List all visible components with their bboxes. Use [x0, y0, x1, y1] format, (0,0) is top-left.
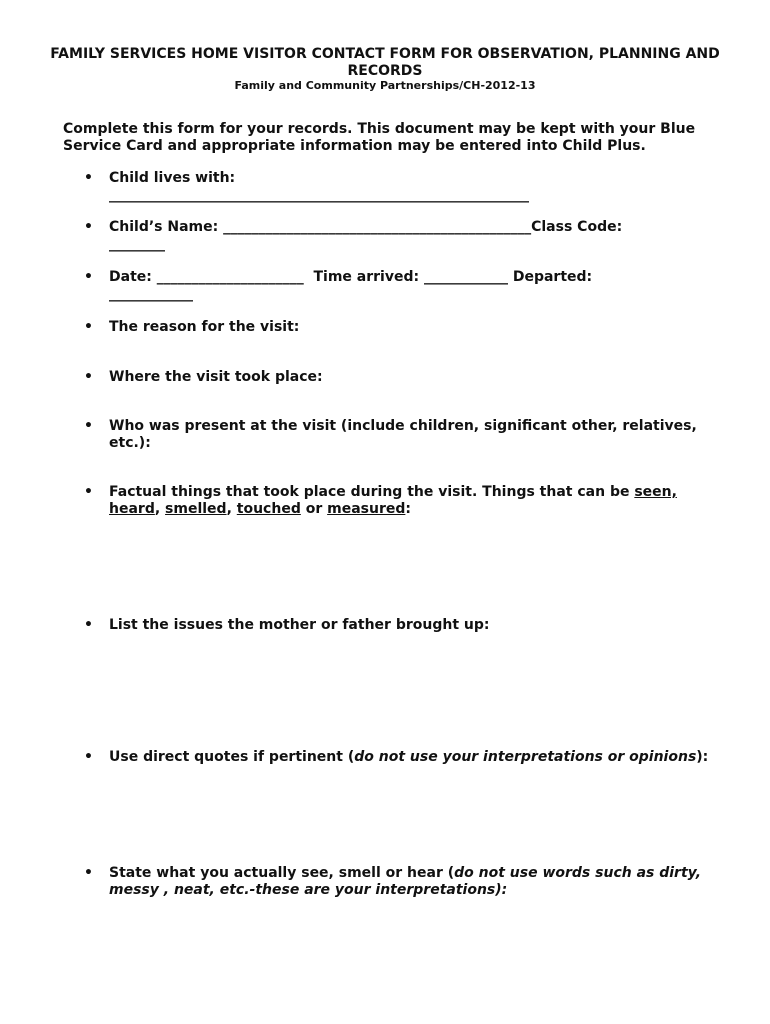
list-item-date — [84, 269, 704, 303]
quotes-end: ): — [696, 749, 709, 765]
list-item-lives-with — [84, 170, 704, 204]
form-title: FAMILY SERVICES HOME VISITOR CONTACT FORM FOR OBSERVATION, PLANNING AND RECORDS — [50, 46, 720, 79]
separator: or — [300, 501, 328, 517]
list-item-reason — [84, 319, 704, 336]
bullet-icon: • — [84, 170, 93, 186]
reason-question: The reason for the visit: — [109, 319, 300, 335]
touched-term: touched — [236, 501, 301, 517]
child-name-label: Child’s Name: — [109, 219, 224, 235]
bullet-icon: • — [84, 418, 93, 434]
time-arrived-label: Time arrived: — [303, 269, 424, 285]
list-item-child-name — [84, 219, 704, 253]
state-lead: State what you actually see, smell or hear ( — [109, 865, 455, 881]
separator: : — [405, 501, 411, 517]
quotes-lead: Use direct quotes if pertinent ( — [109, 749, 355, 765]
bullet-icon: • — [84, 219, 93, 235]
lives-with-label: Child lives with: — [109, 170, 236, 186]
intro-paragraph: Complete this form for your records. This document may be kept with your Blue Service Card and appropriate information may be entered into Child Plus. — [63, 121, 696, 154]
list-item-state — [84, 865, 704, 899]
child-name-field[interactable]: ____________________________________________ — [223, 219, 532, 235]
class-code-field[interactable]: ________ — [109, 236, 165, 252]
heard-term: heard — [109, 501, 155, 517]
issues-question: List the issues the mother or father brought up: — [109, 617, 490, 633]
state-question — [109, 865, 704, 899]
bullet-icon: • — [84, 369, 93, 385]
departed-field[interactable]: ____________ — [109, 286, 193, 302]
class-code-label: Class Code: — [531, 219, 623, 235]
bullet-icon: • — [84, 749, 93, 765]
bullet-icon: • — [84, 865, 93, 881]
who-question: Who was present at the visit (include children, significant other, relatives, etc.): — [109, 418, 697, 451]
list-item-where — [84, 369, 704, 386]
bullet-icon: • — [84, 484, 93, 500]
quotes-emphasis: do not use your interpretations or opinions — [354, 749, 697, 765]
quotes-question — [109, 749, 724, 766]
bullet-icon: • — [84, 269, 93, 285]
date-label: Date: — [109, 269, 157, 285]
factual-question — [109, 484, 704, 518]
smelled-term: smelled — [165, 501, 227, 517]
list-item-factual — [84, 484, 704, 518]
measured-term: measured — [327, 501, 406, 517]
bullet-icon: • — [84, 617, 93, 633]
list-item-issues — [84, 617, 704, 634]
time-arrived-field[interactable]: ____________ — [423, 269, 508, 285]
date-field[interactable]: _____________________ — [156, 269, 304, 285]
departed-label: Departed: — [507, 269, 593, 285]
factual-lead: Factual things that took place during the visit. Things that can be — [109, 484, 635, 500]
bullet-icon: • — [84, 319, 93, 335]
state-emphasis: do not use words such as dirty, messy , neat, etc.-these are your interpretations): — [109, 865, 702, 898]
form-subtitle: Family and Community Partnerships/CH-2012-13 — [234, 79, 536, 92]
lives-with-field[interactable]: ____________________________________________________________ — [109, 187, 529, 203]
separator: , — [226, 501, 237, 517]
list-item-who — [84, 418, 704, 452]
list-item-quotes — [84, 749, 724, 766]
where-question: Where the visit took place: — [109, 369, 323, 385]
seen-term: seen, — [634, 484, 677, 500]
separator: , — [154, 501, 166, 517]
